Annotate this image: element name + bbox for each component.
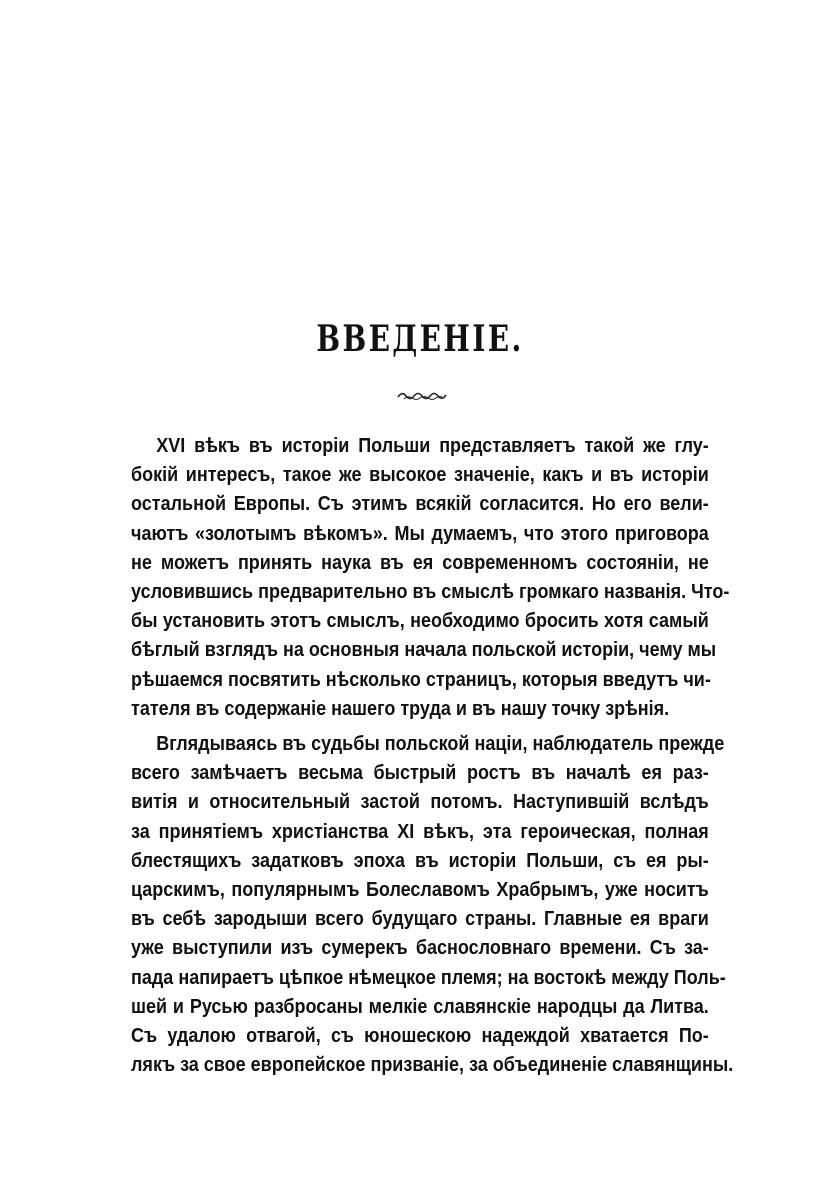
text-line: всего замѣчаетъ весьма быстрый ростъ въ началѣ ея раз- <box>131 762 709 785</box>
text-line: шей и Русью разбросаны мелкіе славянскіе народцы да Литва. <box>131 995 709 1018</box>
text-line: бѣглый взглядъ на основныя начала польской исторіи, чему мы <box>131 639 717 662</box>
text-line: чаютъ «золотымъ вѣкомъ». Мы думаемъ, что этого приговора <box>131 522 709 545</box>
text-line: бы установить этотъ смыслъ, необходимо бросить хотя самый <box>131 610 709 633</box>
text-line: не можетъ принять наука въ ея современномъ состояніи, не <box>131 551 709 574</box>
text-line: пада напираетъ цѣпкое нѣмецкое племя; на востокѣ между Поль- <box>131 966 726 989</box>
text-line: уже выступили изъ сумерекъ баснословнаго времени. Съ за- <box>131 937 709 960</box>
text-line: лякъ за свое европейское призваніе, за объединеніе славянщины. <box>131 1054 734 1077</box>
text-line: рѣшаемся посвятить нѣсколько страницъ, которыя введутъ чи- <box>131 668 711 691</box>
text-line: въ себѣ зародыши всего будущаго страны. Главные ея враги <box>131 908 709 931</box>
text-line: бокій интересъ, такое же высокое значеніе, какъ и въ исторіи <box>131 464 709 487</box>
wavy-divider-icon <box>396 388 450 402</box>
text-line: условившись предварительно въ смыслѣ громкаго названія. Что- <box>131 581 730 604</box>
text-line: витія и относительный застой потомъ. Наступившій вслѣдъ <box>131 791 709 814</box>
text-line: XVI вѣкъ въ исторіи Польши представляетъ такой же глу- <box>156 435 709 457</box>
text-line: блестящихъ задатковъ эпоха въ исторіи Польши, съ ея ры- <box>131 849 709 872</box>
text-line: Съ удалою отвагой, съ юношескою надеждой хватается По- <box>131 1025 709 1048</box>
text-line: за принятіемъ христіанства XI вѣкъ, эта героическая, полная <box>131 820 709 843</box>
text-line: остальной Европы. Съ этимъ всякій согласится. Но его вели- <box>131 493 709 516</box>
text-line: царскимъ, популярнымъ Болеславомъ Храбрымъ, уже носитъ <box>131 879 709 902</box>
text-line: тателя въ содержаніе нашего труда и въ нашу точку зрѣнія. <box>131 697 670 720</box>
chapter-heading: ВВЕДЕНІЕ. <box>316 318 524 360</box>
body-text <box>131 432 734 1080</box>
text-line: Вглядываясь въ судьбы польской націи, наблюдатель прежде <box>156 733 725 756</box>
